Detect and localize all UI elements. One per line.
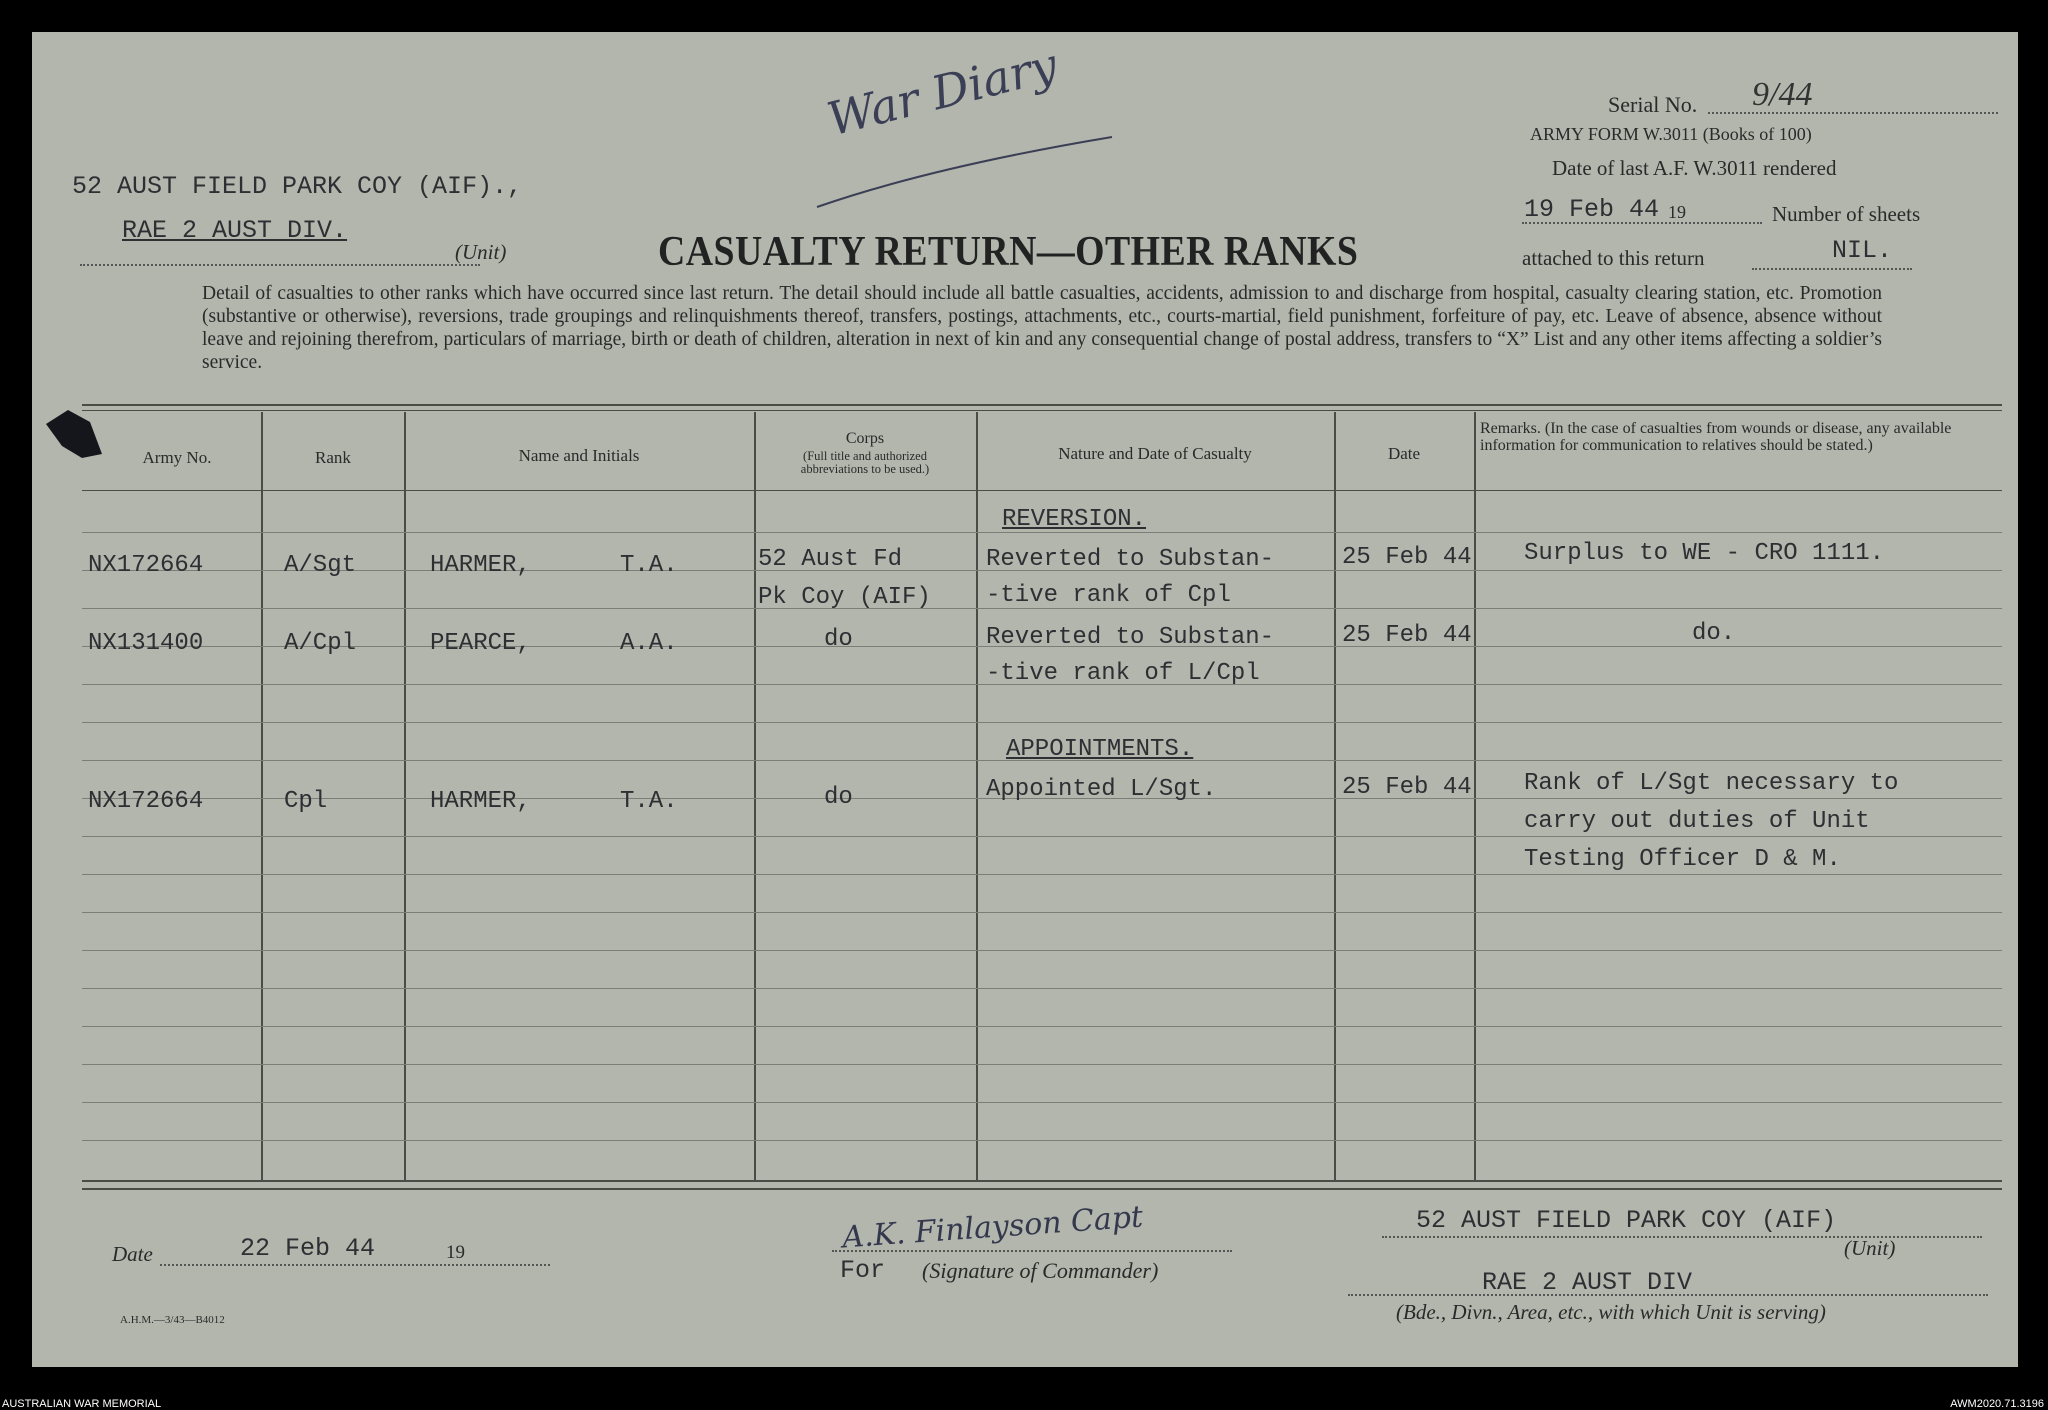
print-code: A.H.M.—3/43—B4012: [120, 1314, 225, 1326]
row3-nature: Appointed L/Sgt.: [986, 776, 1217, 803]
col-header-rank: Rank: [315, 448, 351, 467]
footer-unit-caption: (Unit): [1844, 1236, 1896, 1260]
header-bottom-rule: [82, 490, 2002, 491]
table-bottom-rule: [82, 1180, 2002, 1182]
form-sheet: [32, 32, 2018, 1367]
army-form-label: ARMY FORM W.3011 (Books of 100): [1530, 124, 1812, 144]
row1-corps-2: Pk Coy (AIF): [758, 584, 931, 611]
attached-value: NIL.: [1832, 236, 1893, 265]
col-header-army-no: Army No.: [142, 448, 212, 467]
col-header-name: Name and Initials: [518, 446, 640, 465]
footer-date-year: 19: [446, 1242, 465, 1263]
row2-surname: PEARCE,: [430, 630, 531, 657]
attached-dots: [1752, 268, 1912, 270]
last-rendered-value: 19 Feb 44: [1524, 195, 1660, 224]
row1-surname: HARMER,: [430, 552, 531, 579]
col-header-date: Date: [1387, 444, 1421, 463]
commander-signature: A.K. Finlayson Capt: [841, 1199, 1145, 1256]
col-header-corps: Corps: [845, 430, 885, 447]
row1-army-no: NX172664: [88, 552, 204, 579]
attached-label: attached to this return: [1522, 246, 1705, 270]
row-rule: [82, 722, 2002, 723]
row2-nature-1: Reverted to Substan-: [986, 624, 1275, 651]
section-appointments: APPOINTMENTS.: [1006, 736, 1194, 763]
row-rule: [82, 1064, 2002, 1065]
handwritten-underline: [812, 127, 1132, 217]
last-rendered-year: 19: [1668, 202, 1686, 222]
handwritten-note: War Diary: [822, 37, 1063, 147]
row3-surname: HARMER,: [430, 788, 531, 815]
row2-rank: A/Cpl: [284, 630, 357, 657]
col-header-remarks: Remarks. (In the case of casualties from wounds or disease, any available information for communication to relatives should be stated.): [1480, 420, 1952, 454]
instructions-text: Detail of casualties to other ranks which have occurred since last return. The detail should include all battle casualties, accidents, admission to and discharge from hospital, casualty clearing station, etc. Promotion (substantive or otherwise), reversions, trade groupings and relinquishments thereof, transfers, postings, attachments, etc., courts-martial, field punishment, forfeiture of pay, etc. Leave of absence, absence without leave and rejoining therefrom, particulars of marriage, birth or death of children, alteration in next of kin and any consequential change of postal address, transfers to “X” List and any other items affecting a soldier’s service.: [202, 283, 1882, 373]
row-rule: [82, 988, 2002, 989]
row1-nature-2: -tive rank of Cpl: [986, 582, 1231, 609]
footer-formation-dots: [1348, 1294, 1988, 1296]
footer-formation-value: RAE 2 AUST DIV: [1482, 1268, 1693, 1297]
footer-unit-value: 52 AUST FIELD PARK COY (AIF): [1416, 1206, 1837, 1235]
last-rendered-label: Date of last A.F. W.3011 rendered: [1552, 156, 1837, 180]
row1-remarks: Surplus to WE - CRO 1111.: [1524, 540, 1885, 567]
row3-remarks-3: Testing Officer D & M.: [1524, 846, 1841, 873]
table-top-rule-2: [82, 410, 2002, 411]
unit-line-1: 52 AUST FIELD PARK COY (AIF).,: [72, 172, 523, 201]
row-rule: [82, 1026, 2002, 1027]
signature-caption: (Signature of Commander): [922, 1258, 1159, 1283]
row2-date: 25 Feb 44: [1342, 622, 1472, 649]
row-rule: [82, 1102, 2002, 1103]
row3-remarks-1: Rank of L/Sgt necessary to: [1524, 770, 1899, 797]
row3-initials: T.A.: [620, 788, 678, 815]
sheets-label: Number of sheets: [1772, 202, 1921, 226]
col-header-nature: Nature and Date of Casualty: [1058, 444, 1252, 463]
table-top-rule: [82, 404, 2002, 406]
signature-dots: [832, 1250, 1232, 1252]
row3-remarks-2: carry out duties of Unit: [1524, 808, 1870, 835]
table-bottom-rule-2: [82, 1188, 2002, 1190]
row3-corps: do: [824, 784, 853, 811]
row1-nature-1: Reverted to Substan-: [986, 546, 1275, 573]
row-rule: [82, 874, 2002, 875]
serial-value: 9/44: [1752, 76, 1813, 113]
unit-caption: (Unit): [455, 240, 507, 264]
row2-initials: A.A.: [620, 630, 678, 657]
row-rule: [82, 950, 2002, 951]
archive-caption-right: AWM2020.71.3196: [1950, 1398, 2044, 1410]
footer-date-dots: [160, 1264, 550, 1266]
row3-army-no: NX172664: [88, 788, 204, 815]
form-title: CASUALTY RETURN—OTHER RANKS: [658, 229, 1359, 275]
row1-initials: T.A.: [620, 552, 678, 579]
row2-army-no: NX131400: [88, 630, 204, 657]
row2-nature-2: -tive rank of L/Cpl: [986, 660, 1260, 687]
footer-date-label: Date: [112, 1242, 153, 1266]
footer-formation-caption: (Bde., Divn., Area, etc., with which Unit is serving): [1396, 1300, 1826, 1324]
row-rule: [82, 836, 2002, 837]
row-rule: [82, 912, 2002, 913]
unit-dots: [80, 264, 480, 266]
row1-rank: A/Sgt: [284, 552, 357, 579]
row2-corps: do: [824, 626, 853, 653]
row2-remarks: do.: [1692, 620, 1736, 647]
row1-corps-1: 52 Aust Fd: [758, 546, 903, 573]
unit-line-2: RAE 2 AUST DIV.: [122, 216, 348, 245]
section-reversion: REVERSION.: [1002, 506, 1147, 533]
last-rendered-dots: [1522, 222, 1762, 224]
row-rule: [82, 1140, 2002, 1141]
col-header-corps-note: (Full title and authorized abbreviations to be used.): [800, 449, 930, 476]
archive-caption-left: AUSTRALIAN WAR MEMORIAL: [2, 1398, 162, 1410]
for-label: For: [840, 1256, 886, 1285]
row1-date: 25 Feb 44: [1342, 544, 1472, 571]
footer-date-value: 22 Feb 44: [240, 1234, 376, 1263]
serial-label: Serial No.: [1608, 92, 1698, 117]
row3-rank: Cpl: [284, 788, 328, 815]
row3-date: 25 Feb 44: [1342, 774, 1472, 801]
